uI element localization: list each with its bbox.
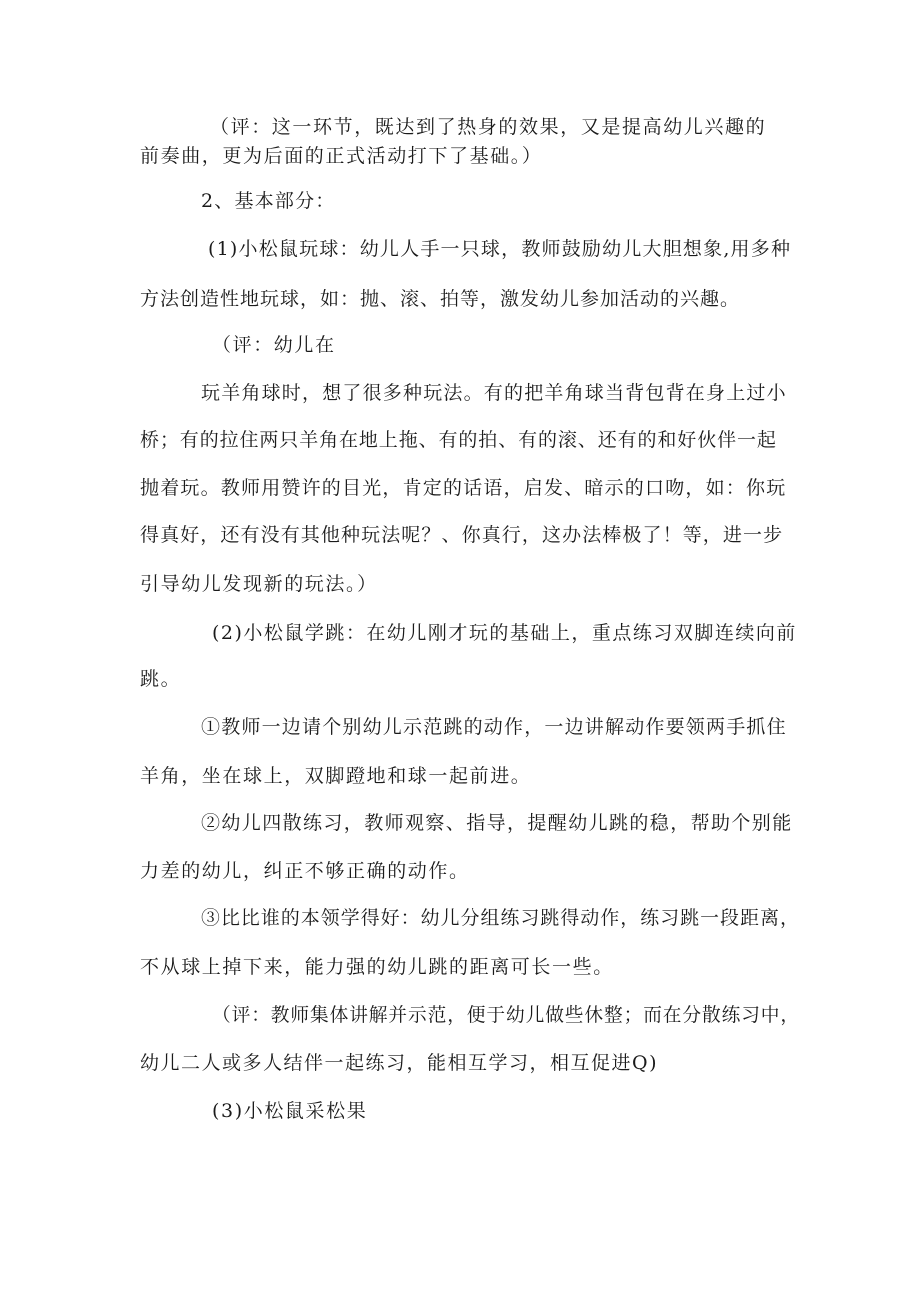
text-line: （评：幼儿在 [212, 334, 336, 356]
text-line: （评：这一环节，既达到了热身的效果，又是提高幼儿兴趣的 [210, 116, 767, 138]
text-line: （评：教师集体讲解并示范，便于幼儿做些休整；而在分散练习中， [212, 1004, 801, 1026]
text-line: 力差的幼儿，纠正不够正确的动作。 [140, 860, 470, 882]
text-line: 幼儿二人或多人结伴一起练习，能相互学习，相互促进Q) [140, 1052, 658, 1074]
text-line: 不从球上掉下来，能力强的幼儿跳的距离可长一些。 [140, 956, 614, 978]
text-line: ②幼儿四散练习，教师观察、指导，提醒幼儿跳的稳，帮助个别能 [201, 812, 793, 834]
text-line: 跳。 [140, 668, 182, 690]
section-heading: 2、基本部分： [201, 190, 336, 212]
text-line: 方法创造性地玩球，如：抛、滚、拍等，激发幼儿参加活动的兴趣。 [140, 288, 741, 310]
text-line: 引导幼儿发现新的玩法。） [140, 573, 378, 595]
section-heading: (3)小松鼠采松果 [212, 1100, 368, 1122]
text-line: 羊角，坐在球上，双脚蹬地和球一起前进。 [140, 765, 532, 787]
text-line: 得真好，还有没有其他种玩法呢？、你真行，这办法棒极了！等，进一步 [140, 524, 784, 546]
text-line: ③比比谁的本领学得好：幼儿分组练习跳得动作，练习跳一段距离， [201, 907, 801, 929]
text-line: 前奏曲，更为后面的正式活动打下了基础。） [140, 145, 543, 167]
text-line: 桥；有的拉住两只羊角在地上拖、有的拍、有的滚、还有的和好伙伴一起 [140, 429, 777, 451]
text-line: (1)小松鼠玩球：幼儿人手一只球，教师鼓励幼儿大胆想象,用多种 [208, 238, 792, 260]
text-line: (2)小松鼠学跳：在幼儿刚才玩的基础上，重点练习双脚连续向前 [212, 622, 797, 644]
text-line: 玩羊角球时，想了很多种玩法。有的把羊角球当背包背在身上过小 [201, 382, 787, 404]
text-line: ①教师一边请个别幼儿示范跳的动作，一边讲解动作要领两手抓住 [201, 716, 787, 738]
text-line: 抛着玩。教师用赞许的目光，肯定的话语，启发、暗示的口吻，如：你玩 [140, 477, 787, 499]
